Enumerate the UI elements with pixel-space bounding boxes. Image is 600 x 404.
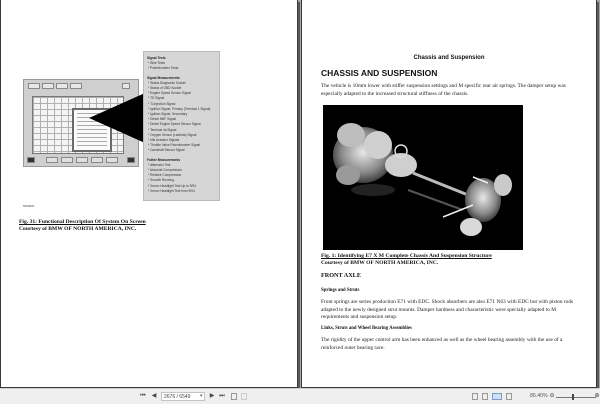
subsection-heading: Springs and Struts [321, 288, 360, 293]
panel-section-title: Signal Tests [147, 56, 166, 60]
panel-item: * Smooth Running [148, 178, 174, 183]
caption-title: Fig. 31: Functional Description Of System On Screen [19, 219, 146, 225]
page-left [0, 0, 298, 388]
panel-item: * TD Signal [148, 96, 165, 101]
panel-item: * Ignition Signal, Primary (Terminal 1 Signal) [148, 106, 211, 111]
section-heading: FRONT AXLE [321, 272, 361, 279]
panel-item: * Engine Speed Sensor Signal [148, 91, 191, 96]
panel-item: * Ignition Signal, Secondary [148, 112, 188, 117]
panel-item: * Status Diagnostic Socket [148, 80, 186, 85]
caption-credit: Courtesy of BMW OF NORTH AMERICA, INC. [19, 226, 137, 232]
figure-left-arrow [27, 157, 35, 163]
figure-screen-button [56, 83, 68, 89]
continuous-view-icon[interactable] [482, 393, 488, 400]
figure-caption [19, 219, 146, 233]
running-header: Chassis and Suspension [413, 55, 485, 61]
panel-item: * Wire Tests [148, 61, 165, 66]
subsection-body: The rigidity of the upper control arm has been enhanced as well as the wheel bearing assembly with the use of a reinforced outer bearing race. [321, 337, 563, 351]
figure-caption [321, 253, 492, 267]
panel-item: * Oxygen Sensor (Lambda) Signal [148, 132, 197, 137]
panel-item: * Xenon Headlight Test Up to 9/94 [148, 183, 196, 188]
figure-callout-pointer [89, 93, 145, 143]
chassis-photo [323, 105, 523, 250]
page-dropdown-icon[interactable]: ▾ [200, 393, 203, 399]
panel-item: * Idle Actuator Signals [148, 138, 180, 143]
subsection-body: Front springs are series production E71 with EDC. Shock absorbers are also E71 N63 with EDC but with piston rods adapted to the newly designed strut mounts. Damper hardness and characteristic were specially adapted to M requirements and suspension setup. [321, 299, 574, 321]
intro-paragraph: The vehicle is 10mm lower with stiffer suspension settings and M specific rear air springs. The damper setup was especially adapted to the increased structural stiffness of the chassis. [321, 83, 566, 97]
panel-item: * Throttle Valve Potentiometer Signal [148, 143, 200, 148]
book-view-icon[interactable] [506, 393, 512, 400]
first-page-button[interactable]: ⏮ [140, 393, 146, 399]
navigation-toolbar [0, 388, 600, 404]
panel-item: * Camshaft Sensor Signal [148, 148, 185, 153]
panel-item: * Diesel Engine Speed Sensor Signal [148, 122, 201, 127]
last-page-button[interactable]: ⏭ [219, 393, 225, 399]
zoom-out-button[interactable]: ⊖ [549, 393, 555, 399]
prev-page-button[interactable]: ◀ [151, 393, 157, 399]
chassis-illustration [323, 105, 523, 250]
caption-title: Fig. 1: Identifying E7 X M Complete Chassis And Suspension Structure [321, 253, 492, 259]
zoom-slider-thumb[interactable] [572, 394, 574, 400]
panel-item: * Absolute Compression [148, 168, 183, 173]
zoom-slider[interactable] [556, 397, 596, 398]
figure-screen-button [46, 157, 58, 163]
panel-item: * Relative Compression [148, 173, 182, 178]
figure-right-arrow [127, 157, 135, 163]
panel-item: * Alternator Test [148, 162, 171, 167]
next-page-button[interactable]: ▶ [209, 393, 215, 399]
panel-section-title: Signal Measurements [147, 75, 180, 80]
figure-screen-button [122, 83, 130, 89]
page-heading: CHASSIS AND SUSPENSION [321, 68, 438, 78]
figure-screen-button [76, 157, 88, 163]
caption-credit: Courtesy of BMW OF NORTH AMERICA, INC. [321, 260, 439, 266]
panel-item: * Ti-Injection Signal [148, 101, 176, 106]
paste-page-icon[interactable] [241, 393, 247, 400]
panel-item: * Terminal 4a Signal [148, 127, 177, 132]
copy-page-icon[interactable] [231, 393, 237, 400]
panel-section-title: Futher Measurements [147, 157, 181, 162]
figure-screen-button [70, 83, 82, 89]
page-right [301, 0, 597, 388]
figure-code: 5600661 [23, 204, 35, 208]
page-indicator: 2676 / 6549 [164, 394, 191, 400]
panel-item: * Potentiometer Tests [148, 66, 179, 71]
page-number-input[interactable] [161, 392, 205, 401]
figure-screen-button [42, 83, 54, 89]
figure-screen-button [91, 157, 103, 163]
figure-screen-button [106, 157, 118, 163]
panel-item: * Xenon Headlight Test from 9/94 [148, 188, 195, 193]
figure-screen-button [28, 83, 40, 89]
single-page-view-icon[interactable] [472, 393, 478, 400]
subsection-heading: Links, Struts and Wheel Bearing Assemblies [321, 326, 412, 331]
panel-item: * Diesel NBF Signal [148, 117, 176, 122]
figure-function-list [143, 51, 220, 201]
zoom-level: 86.40% [530, 393, 548, 399]
panel-item: * Status of OBD Socket [148, 86, 182, 91]
figure-screen-button [61, 157, 73, 163]
zoom-in-button[interactable]: ⊕ [594, 393, 600, 399]
two-page-view-icon[interactable] [492, 393, 502, 400]
